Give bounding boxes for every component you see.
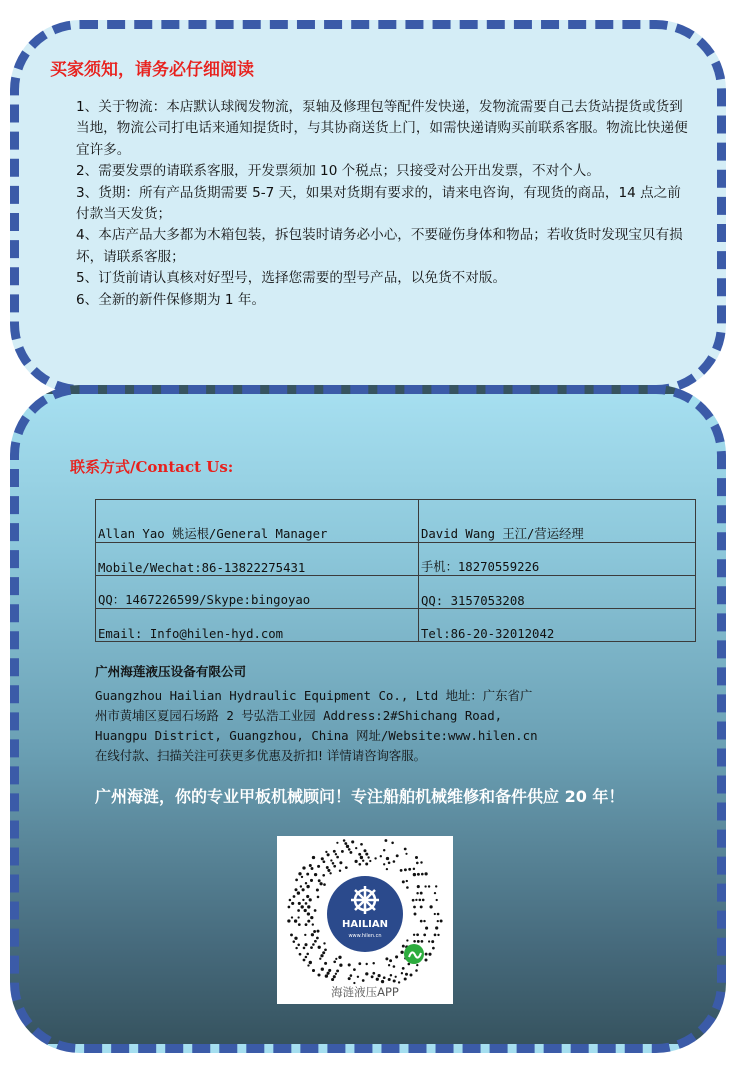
qr-caption: 海涟液压APP (331, 985, 399, 999)
table-row (96, 576, 696, 609)
buyer-notice-panel (10, 20, 726, 394)
notice-item-lead-time: 3、货期：所有产品货期需要 5-7 天，如果对货期有要求的，请来电咨询，有现货的商品，14 点之前付款当天发货； (76, 184, 681, 223)
contact-qq-1: QQ：1467226599/Skype:bingoyao (96, 576, 419, 609)
table-row (96, 500, 696, 543)
payment-note: 在线付款、扫描关注可获更多优惠及折扣! 详情请咨询客服。 (95, 748, 427, 763)
notice-item-warranty: 6、全新的新件保修期为 1 年。 (76, 291, 266, 308)
company-slogan: 广州海涟，你的专业甲板机械顾问！专注船舶机械维修和备件供应 20 年！ (95, 787, 625, 806)
table-row (96, 609, 696, 642)
contact-mobile-2: 手机：18270559226 (419, 543, 696, 576)
contact-mobile-1: Mobile/Wechat:86-13822275431 (96, 543, 419, 576)
contact-title: 联系方式/Contact Us: (70, 458, 234, 476)
logo-text: HAILIAN (341, 919, 389, 930)
notice-title: 买家须知，请务必仔细阅读 (50, 60, 254, 80)
address-line: Guangzhou Hailian Hydraulic Equipment Co., Ltd 地址：广东省广 (95, 688, 533, 703)
table-row (96, 543, 696, 576)
contact-name-2: David Wang 王江/营运经理 (419, 500, 696, 543)
qr-code-image (277, 836, 453, 986)
contact-email: Email: Info@hilen-hyd.com (96, 609, 419, 642)
notice-item-model-check: 5、订货前请认真核对好型号，选择您需要的型号产品，以免货不对版。 (76, 270, 507, 287)
contact-name-1: Allan Yao 姚运根/General Manager (96, 500, 419, 543)
address-line: Huangpu District, Guangzhou, China 网址/Website:www.hilen.cn (95, 728, 538, 743)
company-info (95, 662, 615, 766)
company-name-cn: 广州海莲液压设备有限公司 (95, 664, 247, 679)
contact-qq-2: QQ: 3157053208 (419, 576, 696, 609)
notice-item-invoice: 2、需要发票的请联系客服，开发票须加 10 个税点；只接受对公开出发票，不对个人。 (76, 163, 600, 180)
contact-tel: Tel:86-20-32012042 (419, 609, 696, 642)
notice-list (76, 97, 691, 311)
ship-wheel-icon (351, 886, 379, 914)
contact-table (95, 499, 696, 642)
notice-item-logistics: 1、关于物流：本店默认球阀发物流，泵轴及修理包等配件发快递，发物流需要自己去货站提货或货到当地，物流公司打电话来通知提货时，与其协商送货上门，如需快递请购买前联系客服。物流比快递便宜许多。 (76, 99, 688, 158)
logo-url: www.hilen.cn (348, 933, 382, 939)
notice-item-packaging: 4、本店产品大多都为木箱包装，拆包装时请务必小心，不要碰伤身体和物品；若收货时发现宝贝有损坏，请联系客服； (76, 227, 683, 265)
qr-code-card[interactable] (277, 836, 453, 1004)
address-line: 州市黄埔区夏园石场路 2 号弘浩工业园 Address:2#Shichang Road, (95, 708, 503, 723)
